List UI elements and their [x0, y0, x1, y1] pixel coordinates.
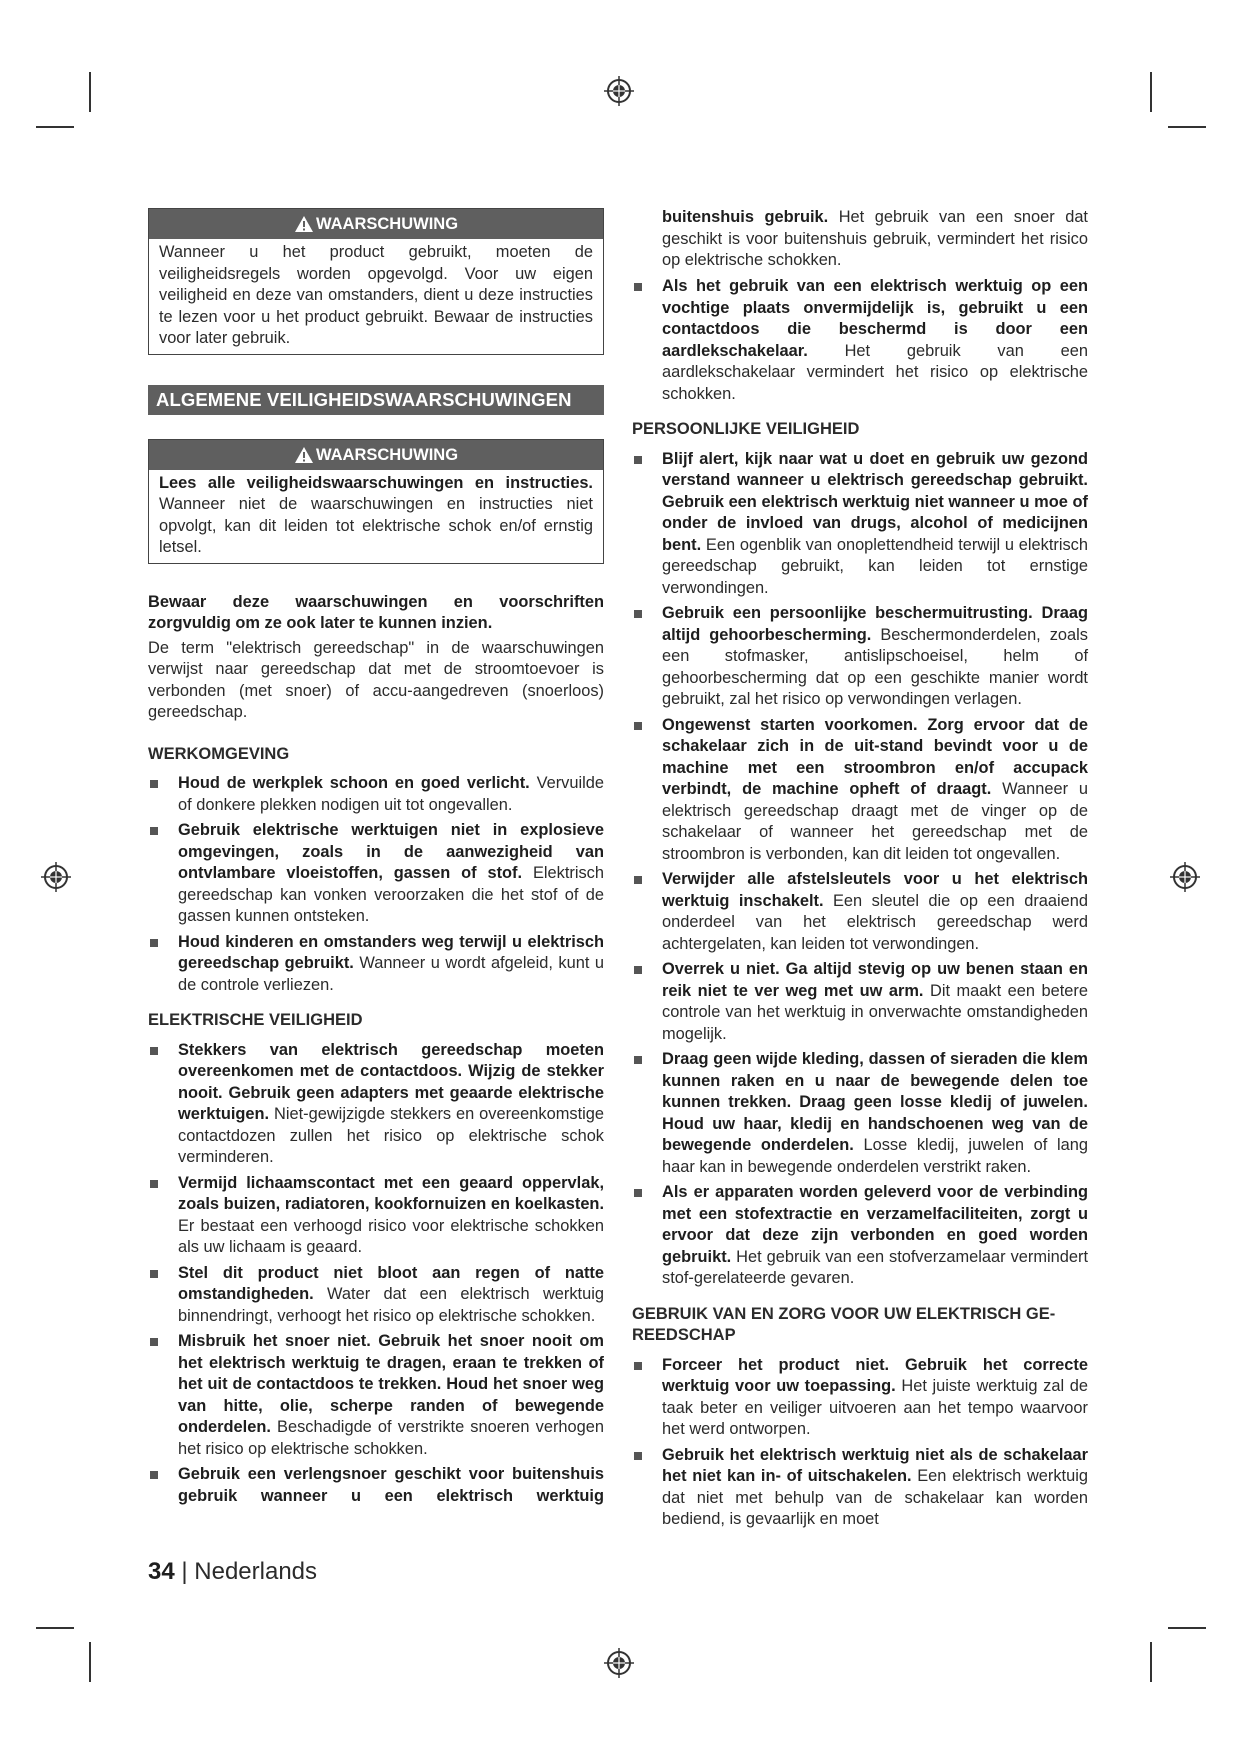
- item-bold: buitenshuis gebruik.: [662, 208, 829, 226]
- intro-text: De term "elektrisch gereedschap" in de waarschuwingen verwijst naar gereedschap dat met de stroomtoevoer is verbonden (met snoer) of accu-aangedreven (snoerloos) gereedschap.: [148, 638, 604, 721]
- list-item: [148, 1040, 604, 1169]
- footer-separator: |: [181, 1558, 188, 1585]
- warning-header: [149, 440, 603, 470]
- warning-bold: Lees alle veiligheidswaarschuwingen en instructies.: [159, 473, 593, 492]
- item-bold: Misbruik het snoer niet. Gebruik het snoer nooit om het elektrisch werktuig te dragen, eraan te trekken of het uit de contactdoos te trekken. Houd het snoer weg van hitte, olie, scherpe randen of bewegende onderdelen.: [178, 1332, 604, 1436]
- item-text: Een sleutel die op een draaiend onderdeel van het elektrisch gereedschap werd achtergelaten, kan leiden tot verwondingen.: [662, 891, 1088, 953]
- list-item: [632, 1049, 1088, 1178]
- bullet-icon: [634, 456, 642, 464]
- crop-mark-top-right-v: [1150, 72, 1152, 112]
- item-text: Water dat een elektrisch werktuig binnendringt, verhoogt het risico op elektrische schokken.: [178, 1285, 604, 1325]
- page-footer: [148, 1558, 317, 1586]
- warning-text: [149, 239, 603, 354]
- heading-werkomgeving: WERKOMGEVING: [148, 744, 290, 763]
- item-text: Een elektrisch werktuig dat niet met behulp van de schakelaar kan worden bediend, is gevaarlijk en moet: [662, 1467, 1088, 1528]
- list-item: [148, 1263, 604, 1328]
- list-item: [148, 932, 604, 997]
- item-text: Dit maakt een betere controle van het werktuig in onverwachte omstandigheden mogelijk.: [662, 981, 1088, 1043]
- item-text: Wanneer u wordt afgeleid, kunt u de controle verliezen.: [178, 954, 605, 994]
- item-text: Het juiste werktuig zal de taak beter en veiliger uitvoeren aan het tempo waarvoor het werd ontworpen.: [662, 1377, 1088, 1438]
- warning-paragraph: Wanneer u het product gebruikt, moeten de veiligheidsregels worden opgevolgd. Voor uw eigen veiligheid en deze van omstanders, dient u deze instructies te lezen voor u het product gebruikt. Bewaar de instructies voor later gebruik.: [159, 243, 593, 347]
- item-bold: Gebruik een verlengsnoer geschikt voor buitenshuis gebruik wanneer u een elektrisch werktuig: [178, 1465, 604, 1505]
- registration-mark-icon: [1170, 862, 1200, 892]
- item-bold: Als er apparaten worden geleverd voor de verbinding met een stofextractie en verzamelfaciliteiten, zorgt u ervoor dat deze zijn verbonden en goed worden gebruikt.: [662, 1183, 1088, 1266]
- list-item: [632, 276, 1088, 405]
- item-text: Er bestaat een verhoogd risico voor elektrische schokken als uw lichaam is geaard.: [178, 1216, 604, 1256]
- list-item: [632, 449, 1088, 600]
- item-text: Het gebruik van een snoer dat geschikt is voor buitenshuis gebruik, vermindert het risico op elektrische schokken.: [662, 208, 1088, 269]
- list-persoonlijk: [632, 449, 1088, 1290]
- warning-paragraph: [159, 473, 593, 559]
- item-bold: Ongewenst starten voorkomen. Zorg ervoor dat de schakelaar zich in de uit-stand bevindt voor u de machine met een stroombron en/of accupack verbindt, de machine opheft of draagt.: [662, 715, 1088, 798]
- crop-mark-top-right-h: [1168, 126, 1206, 128]
- bullet-icon: [634, 1452, 642, 1460]
- item-bold: Draag geen wijde kleding, dassen of sieraden die klem kunnen raken en u naar de bewegende delen toe kunnen trekken. Draag geen losse kledij of juwelen. Houd uw haar, kledij en handschoenen weg van de bewegende onderdelen.: [662, 1050, 1088, 1154]
- item-text: Vervuilde of donkere plekken nodigen uit tot ongevallen.: [178, 774, 605, 814]
- warning-label: WAARSCHUWING: [315, 445, 459, 464]
- item-text: Beschermonderdelen, zoals een stofmasker, antislipschoeisel, helm of gehoorbescherming dat op een geschikte manier wordt gebruikt, zal het risico op verwondingen verlagen.: [662, 625, 1089, 708]
- list-item: [632, 1445, 1088, 1531]
- bullet-icon: [634, 876, 642, 884]
- bullet-icon: [150, 1180, 158, 1188]
- left-column: [148, 208, 604, 1512]
- warning-header: [149, 209, 603, 239]
- bullet-icon: [634, 1189, 642, 1197]
- warning-text: [149, 470, 603, 563]
- bullet-icon: [150, 1471, 158, 1479]
- bullet-icon: [634, 722, 642, 730]
- list-item: [632, 715, 1088, 866]
- crop-mark-bottom-left-h: [36, 1627, 74, 1629]
- warning-box: [148, 208, 604, 355]
- list-item: [148, 820, 604, 928]
- continued-text: [662, 208, 1088, 272]
- item-text: Het gebruik van een stofverzamelaar vermindert stof-gerelateerde gevaren.: [662, 1247, 1088, 1287]
- item-bold: Houd kinderen en omstanders weg terwijl u elektrisch gereedschap gebruikt.: [178, 932, 604, 972]
- list-item: [148, 1173, 604, 1259]
- bullet-icon: [150, 827, 158, 835]
- item-bold: Gebruik een persoonlijke beschermuitrusting. Draag altijd gehoorbescherming.: [662, 604, 1088, 644]
- list-item: [632, 869, 1088, 955]
- bullet-icon: [634, 1056, 642, 1064]
- bullet-icon: [634, 1362, 642, 1370]
- bullet-icon: [150, 1270, 158, 1278]
- item-bold: Stekkers van elektrisch gereedschap moeten overeenkomen met de contactdoos. Wijzig de stekker nooit. Gebruik geen adapters met geaarde elektrische werktuigen.: [178, 1040, 604, 1123]
- registration-mark-icon: [41, 862, 71, 892]
- item-bold: Blijf alert, kijk naar wat u doet en gebruik uw gezond verstand wanneer u elektrisch gereedschap gebruikt. Gebruik een elektrisch werktuig niet wanneer u moe of onder de invloed van drugs, alcohol of medicijnen bent.: [662, 449, 1088, 554]
- item-bold: Stel dit product niet bloot aan regen of natte omstandigheden.: [178, 1263, 604, 1303]
- heading-elektrisch: ELEKTRISCHE VEILIGHEID: [148, 1011, 363, 1029]
- bullet-icon: [634, 283, 642, 291]
- bullet-icon: [634, 610, 642, 618]
- crop-mark-bottom-right-h: [1168, 1627, 1206, 1629]
- bullet-icon: [150, 1338, 158, 1346]
- crop-mark-top-left-v: [89, 72, 91, 112]
- warning-label: WAARSCHUWING: [315, 215, 459, 233]
- warning-box: [148, 439, 604, 564]
- list-item-continued: [632, 208, 1088, 272]
- intro-bold-text: Bewaar deze waarschuwingen en voorschriften zorgvuldig om ze ook later te kunnen inzien.: [148, 592, 604, 632]
- heading-persoonlijk: PERSOONLIJKE VEILIGHEID: [632, 420, 860, 438]
- list-item: [632, 1355, 1088, 1441]
- crop-mark-top-left-h: [36, 126, 74, 128]
- item-bold: Gebruik het elektrisch werktuig niet als de schakelaar het niet kan in- of uitschakelen.: [662, 1445, 1088, 1485]
- item-bold: Als het gebruik van een elektrisch werktuig op een vochtige plaats onvermijdelijk is, gebruikt u een contactdoos die beschermd is door een aardlekschakelaar.: [662, 277, 1088, 360]
- registration-mark-icon: [604, 76, 634, 106]
- intro-bold: [148, 592, 604, 635]
- list-werkomgeving: [148, 773, 604, 996]
- item-bold: Gebruik elektrische werktuigen niet in explosieve omgevingen, zoals in de aanwezigheid van ontvlambare vloeistoffen, gassen of stof.: [178, 821, 604, 882]
- registration-mark-icon: [604, 1648, 634, 1678]
- item-text: Wanneer u elektrisch gereedschap draagt met de vinger op de schakelaar of wanneer het gereedschap met de stroombron is verbonden, kan dit leiden tot ongevallen.: [662, 780, 1088, 863]
- bullet-icon: [150, 939, 158, 947]
- list-elektrisch: [148, 1040, 604, 1509]
- item-text: Het gebruik van een aardlekschakelaar vermindert het risico op elektrische schokken.: [662, 341, 1088, 403]
- page-number: 34: [148, 1558, 175, 1585]
- item-bold: Forceer het product niet. Gebruik het correcte werktuig voor uw toepassing.: [662, 1355, 1088, 1395]
- footer-language: Nederlands: [194, 1558, 318, 1585]
- list-elektrisch-continued: [632, 208, 1088, 405]
- item-text: Een ogenblik van onoplettendheid terwijl u elektrisch gereedschap gebruikt, kan leiden tot ernstige verwondingen.: [662, 535, 1088, 597]
- item-text: Elektrisch gereedschap kan vonken veroorzaken die het stof of de gassen kunnen ontsteken.: [178, 864, 604, 925]
- item-bold: Verwijder alle afstelsleutels voor u het elektrisch werktuig inschakelt.: [662, 870, 1088, 910]
- right-column: [632, 208, 1088, 1535]
- list-item: [632, 959, 1088, 1045]
- list-item: [632, 603, 1088, 711]
- bullet-icon: [634, 966, 642, 974]
- bullet-icon: [150, 1047, 158, 1055]
- list-gebruik: [632, 1355, 1088, 1531]
- crop-mark-bottom-right-v: [1150, 1642, 1152, 1682]
- list-item-split: [148, 1464, 604, 1508]
- item-bold: Overrek u niet. Ga altijd stevig op uw benen staan en reik niet te ver weg met uw arm.: [662, 960, 1088, 1000]
- list-item: [632, 1182, 1088, 1290]
- section-banner: ALGEMENE VEILIGHEIDSWAARSCHUWINGEN: [148, 385, 604, 415]
- crop-mark-bottom-left-v: [89, 1642, 91, 1682]
- list-item: [148, 773, 604, 816]
- warning-triangle-icon: [294, 446, 314, 464]
- item-text: Niet-gewijzigde stekkers en overeenkomstige contactdozen zullen het risico op elektrische schok verminderen.: [178, 1105, 604, 1166]
- bullet-icon: [150, 780, 158, 788]
- item-bold: Vermijd lichaamscontact met een geaard oppervlak, zoals buizen, radiatoren, kookfornuizen en koelkasten.: [178, 1173, 604, 1213]
- item-bold: Houd de werkplek schoon en goed verlicht.: [178, 774, 530, 792]
- item-text: Losse kledij, juwelen of lang haar kan in bewegende onderdelen verstrikt raken.: [662, 1136, 1088, 1176]
- warning-triangle-icon: [294, 215, 314, 233]
- item-text: Beschadigde of verstrikte snoeren verhogen het risico op elektrische schokken.: [178, 1418, 604, 1458]
- heading-gebruik: GEBRUIK VAN EN ZORG VOOR UW ELEKTRISCH GE-REEDSCHAP: [632, 1304, 1056, 1344]
- warning-rest: Wanneer niet de waarschuwingen en instructies niet opvolgt, kan dit leiden tot elektrische schok en/of ernstig letsel.: [159, 495, 593, 556]
- list-item: [148, 1331, 604, 1460]
